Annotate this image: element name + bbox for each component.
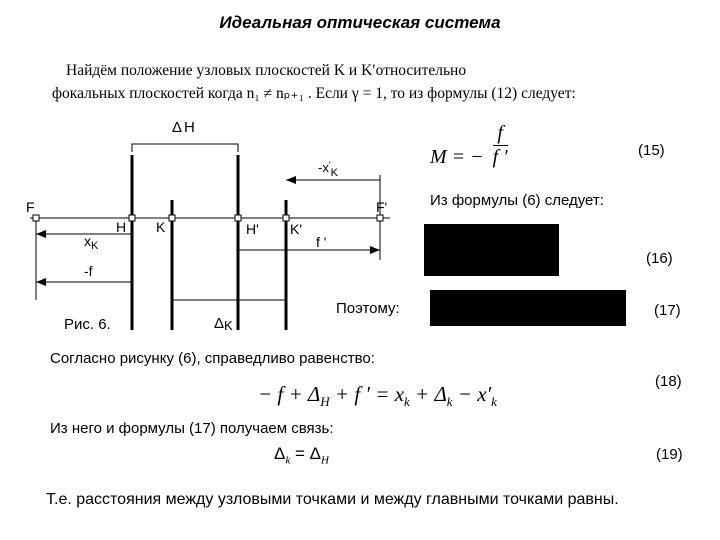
delta-k-label: ΔK bbox=[214, 315, 233, 333]
therefore-text: Поэтому: bbox=[336, 300, 400, 317]
from-it-text: Из него и формулы (17) получаем связь: bbox=[50, 420, 334, 437]
from-formula-6-text: Из формулы (6) следует: bbox=[430, 192, 604, 209]
label-xk: $x_K$ bbox=[84, 233, 99, 252]
label-minus-f: -f bbox=[84, 263, 93, 279]
eq-number-15: (15) bbox=[638, 142, 665, 159]
label-F-prime: F' bbox=[376, 199, 388, 215]
minus-xk-prime-label: $-x'_K$ bbox=[318, 160, 338, 179]
delta-h-bracket bbox=[132, 144, 238, 152]
label-f-prime: f ' bbox=[316, 234, 327, 250]
label-H: H bbox=[116, 219, 127, 235]
formula-16-hidden bbox=[424, 224, 559, 276]
eq-number-16: (16) bbox=[646, 250, 673, 267]
intro-line-1: Найдём положение узловых плоскостей K и K′относительно bbox=[66, 62, 467, 79]
label-K-prime: K' bbox=[290, 221, 303, 237]
delta-k-bracket bbox=[172, 292, 286, 300]
figure-caption: Рис. 6. bbox=[64, 316, 111, 333]
label-H-prime: H' bbox=[246, 221, 259, 237]
page-title: Идеальная оптическая система bbox=[219, 13, 501, 32]
formula-18: − $f + \Delta_H + f$ ′ = $x_k + \Delta_k - x'_k$ bbox=[258, 382, 497, 410]
formula-19: $\Delta_k = \Delta_H$ bbox=[274, 444, 329, 467]
according-text: Согласно рисунку (6), справедливо равенство: bbox=[50, 350, 375, 367]
conclusion-text: Т.е. расстояния между узловыми точками и между главными точками равны. bbox=[46, 491, 619, 508]
delta-h-label: Δ H bbox=[172, 119, 195, 136]
eq-number-19: (19) bbox=[656, 446, 683, 463]
label-F: F bbox=[26, 199, 35, 215]
label-K: K bbox=[156, 219, 166, 235]
intro-line-2: фокальных плоскостей когда n₁ ≠ nₚ₊₁ . Если γ = 1, то из формулы (12) следует: bbox=[52, 85, 576, 102]
eq-number-17: (17) bbox=[654, 302, 681, 319]
formula-15: M = − $\frac{f}{f '}$ bbox=[430, 122, 508, 169]
formula-17-hidden bbox=[430, 290, 626, 326]
eq-number-18: (18) bbox=[655, 373, 682, 390]
